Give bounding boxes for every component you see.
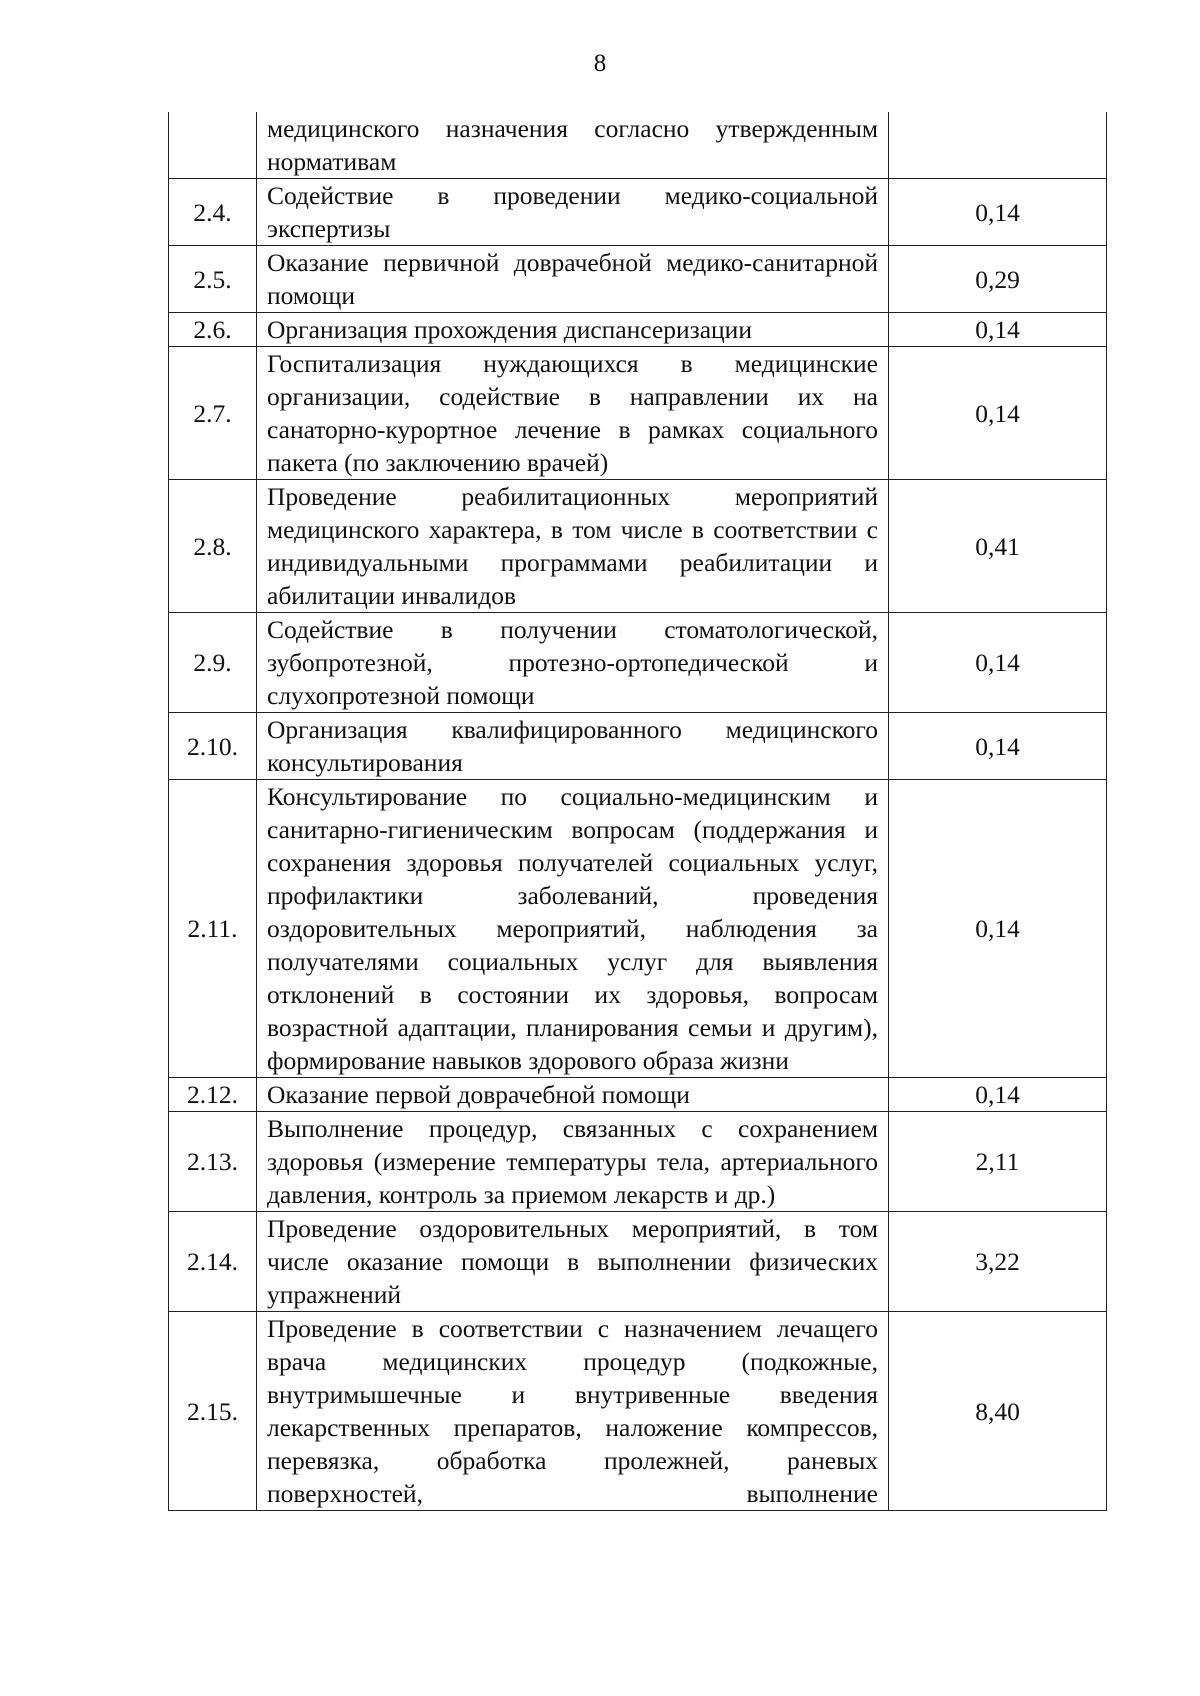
row-number: 2.9. bbox=[169, 613, 257, 713]
row-number: 2.10. bbox=[169, 713, 257, 780]
service-description: Оказание первой доврачебной помощи bbox=[257, 1078, 889, 1112]
service-value: 0,14 bbox=[889, 1078, 1107, 1112]
row-number: 2.14. bbox=[169, 1212, 257, 1312]
service-value: 2,11 bbox=[889, 1112, 1107, 1212]
table-row bbox=[169, 480, 1107, 613]
service-value: 0,14 bbox=[889, 179, 1107, 246]
table-row bbox=[169, 780, 1107, 1078]
service-value bbox=[889, 112, 1107, 179]
service-description: медицинского назначения согласно утвержденным нормативам bbox=[257, 112, 889, 179]
service-value: 0,29 bbox=[889, 246, 1107, 313]
table-row bbox=[169, 1112, 1107, 1212]
table-row bbox=[169, 1212, 1107, 1312]
service-description: Содействие в получении стоматологической, зубопротезной, протезно-ортопедической и слухопротезной помощи bbox=[257, 613, 889, 713]
page-number: 8 bbox=[593, 50, 607, 77]
row-number: 2.6. bbox=[169, 313, 257, 347]
service-description: Содействие в проведении медико-социальной экспертизы bbox=[257, 179, 889, 246]
row-number: 2.4. bbox=[169, 179, 257, 246]
service-description: Организация квалифицированного медицинского консультирования bbox=[257, 713, 889, 780]
table-row bbox=[169, 313, 1107, 347]
table-row bbox=[169, 179, 1107, 246]
services-table bbox=[168, 112, 1107, 1511]
table-row bbox=[169, 112, 1107, 179]
service-value: 0,41 bbox=[889, 480, 1107, 613]
service-description: Проведение реабилитационных мероприятий медицинского характера, в том числе в соответствии с индивидуальными программами реабилитации и абилитации инвалидов bbox=[257, 480, 889, 613]
row-number: 2.15. bbox=[169, 1312, 257, 1511]
table-row bbox=[169, 246, 1107, 313]
service-value: 3,22 bbox=[889, 1212, 1107, 1312]
row-number: 2.7. bbox=[169, 347, 257, 480]
row-number: 2.5. bbox=[169, 246, 257, 313]
service-description: Выполнение процедур, связанных с сохранением здоровья (измерение температуры тела, артериального давления, контроль за приемом лекарств и др.) bbox=[257, 1112, 889, 1212]
service-description: Госпитализация нуждающихся в медицинские организации, содействие в направлении их на санаторно-курортное лечение в рамках социального пакета (по заключению врачей) bbox=[257, 347, 889, 480]
row-number: 2.8. bbox=[169, 480, 257, 613]
row-number: 2.12. bbox=[169, 1078, 257, 1112]
service-description: Проведение оздоровительных мероприятий, в том числе оказание помощи в выполнении физических упражнений bbox=[257, 1212, 889, 1312]
row-number bbox=[169, 112, 257, 179]
service-value: 0,14 bbox=[889, 347, 1107, 480]
service-value: 0,14 bbox=[889, 780, 1107, 1078]
service-description: Оказание первичной доврачебной медико-санитарной помощи bbox=[257, 246, 889, 313]
table-row bbox=[169, 347, 1107, 480]
table-row bbox=[169, 1078, 1107, 1112]
table-row bbox=[169, 713, 1107, 780]
service-value: 8,40 bbox=[889, 1312, 1107, 1511]
table-row bbox=[169, 613, 1107, 713]
service-description: Проведение в соответствии с назначением лечащего врача медицинских процедур (подкожные, внутримышечные и внутривенные введения лекарственных препаратов, наложение компрессов, перевязка, обработка пролежней, раневых поверхностей, выполнение bbox=[257, 1312, 889, 1511]
service-value: 0,14 bbox=[889, 713, 1107, 780]
service-description: Консультирование по социально-медицинским и санитарно-гигиеническим вопросам (поддержания и сохранения здоровья получателей социальных услуг, профилактики заболеваний, проведения оздоровительных мероприятий, наблюдения за получателями социальных услуг для выявления отклонений в состоянии их здоровья, вопросам возрастной адаптации, планирования семьи и другим), формирование навыков здорового образа жизни bbox=[257, 780, 889, 1078]
row-number: 2.11. bbox=[169, 780, 257, 1078]
table-row bbox=[169, 1312, 1107, 1511]
service-value: 0,14 bbox=[889, 613, 1107, 713]
service-value: 0,14 bbox=[889, 313, 1107, 347]
service-description: Организация прохождения диспансеризации bbox=[257, 313, 889, 347]
row-number: 2.13. bbox=[169, 1112, 257, 1212]
